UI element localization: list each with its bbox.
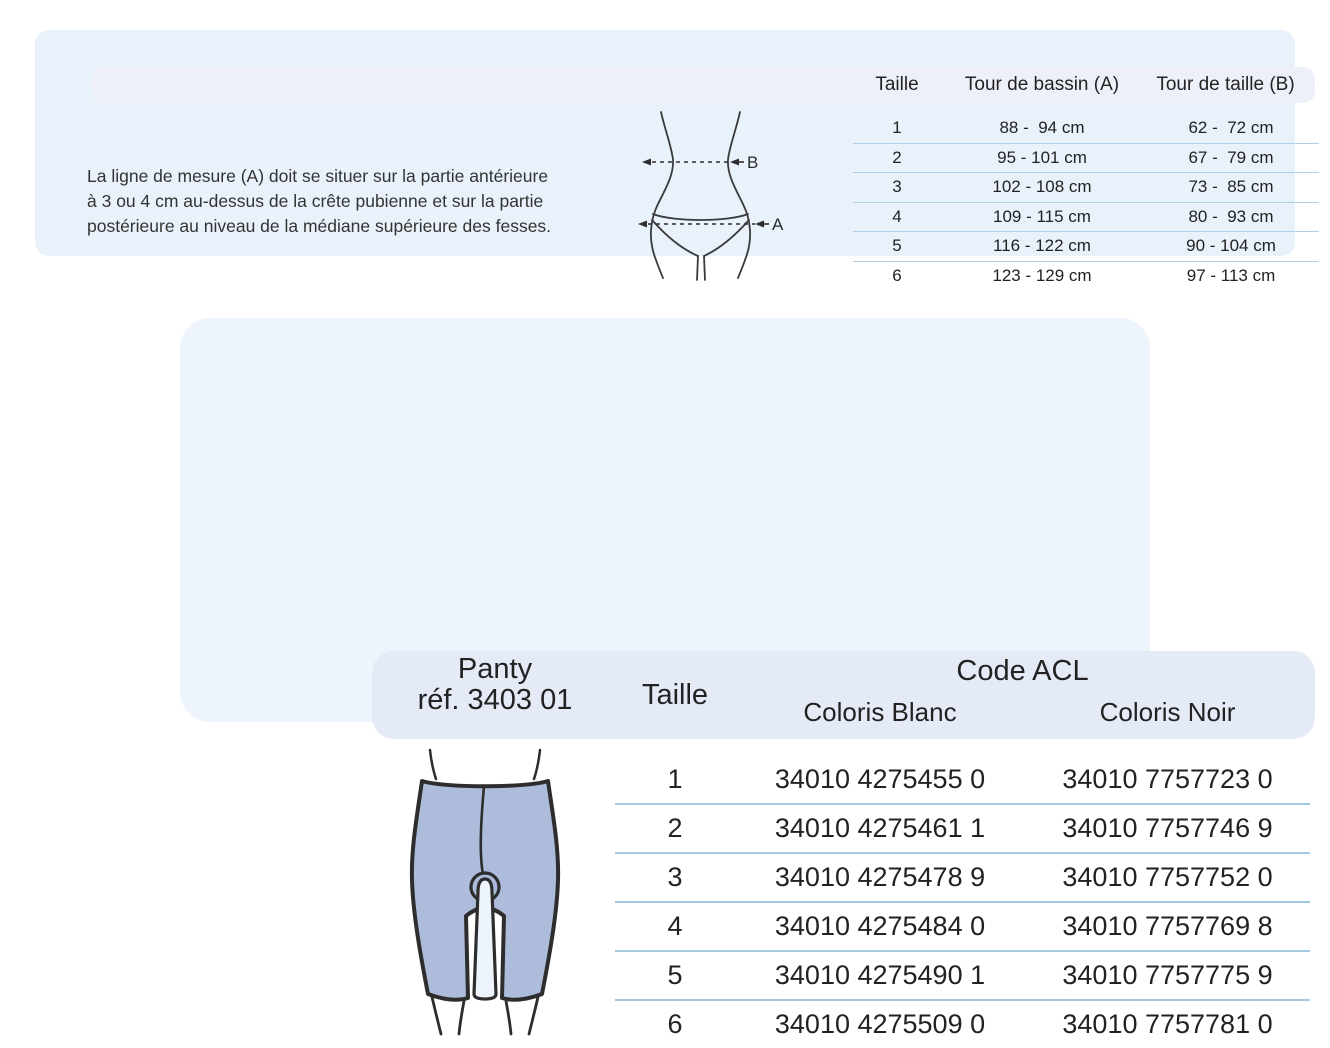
cell-code-blanc: 34010 4275490 1 bbox=[774, 960, 986, 990]
cell-taille-b: 73 - 85 cm bbox=[1188, 177, 1274, 197]
cell-bassin: 123 - 129 cm bbox=[992, 265, 1092, 285]
acl-header-noir: Coloris Noir bbox=[1099, 697, 1236, 727]
cell-taille: 6 bbox=[892, 265, 902, 285]
panty-top-line bbox=[653, 214, 748, 220]
calf-right-inner bbox=[506, 1001, 511, 1034]
calf-right-outer bbox=[529, 997, 538, 1034]
cell-taille: 2 bbox=[892, 147, 902, 167]
cell-taille: 3 bbox=[892, 177, 902, 197]
product-panel bbox=[180, 318, 1273, 1039]
acl-table bbox=[615, 756, 1310, 1048]
cell-code-noir: 34010 7757752 0 bbox=[1062, 862, 1273, 892]
cell-taille: 1 bbox=[892, 118, 902, 138]
torso-left-contour bbox=[651, 112, 673, 278]
cell-code-noir: 34010 7757746 9 bbox=[1062, 813, 1273, 843]
cell-bassin: 102 - 108 cm bbox=[992, 177, 1092, 197]
note-line-3: postérieure au niveau de la médiane supérieure des fesses. bbox=[87, 216, 552, 236]
cell-taille-b: 80 - 93 cm bbox=[1188, 206, 1274, 226]
note-line-1: La ligne de mesure (A) doit se situer sur la partie antérieure bbox=[87, 166, 549, 186]
cell-taille: 4 bbox=[667, 911, 683, 941]
acl-table-row bbox=[615, 805, 1310, 854]
size-table-row bbox=[853, 203, 1319, 233]
cell-taille: 1 bbox=[667, 764, 683, 794]
cell-code-noir: 34010 7757781 0 bbox=[1062, 1009, 1273, 1039]
cell-taille: 2 bbox=[667, 813, 683, 843]
acl-table-row bbox=[615, 756, 1310, 805]
measurement-note bbox=[87, 164, 607, 239]
acl-header-code-acl: Code ACL bbox=[956, 655, 1089, 687]
cell-bassin: 109 - 115 cm bbox=[993, 206, 1091, 226]
acl-table-row bbox=[615, 854, 1310, 903]
product-title bbox=[385, 654, 605, 716]
cell-taille: 6 bbox=[667, 1009, 683, 1039]
acl-table-row bbox=[615, 952, 1310, 1001]
body-hint-right bbox=[534, 750, 540, 779]
size-table-row bbox=[853, 144, 1319, 174]
arrow-b-right bbox=[730, 159, 739, 166]
cell-bassin: 95 - 101 cm bbox=[997, 147, 1087, 167]
arrow-a-left bbox=[638, 221, 647, 228]
size-table bbox=[853, 114, 1319, 290]
product-ref: réf. 3403 01 bbox=[417, 684, 573, 716]
cell-code-blanc: 34010 4275478 9 bbox=[774, 862, 986, 892]
cell-code-noir: 34010 7757775 9 bbox=[1062, 960, 1273, 990]
cell-taille-b: 97 - 113 cm bbox=[1186, 265, 1276, 285]
label-a: A bbox=[772, 215, 784, 234]
acl-header-blanc: Coloris Blanc bbox=[803, 697, 957, 727]
size-table-row bbox=[853, 232, 1319, 262]
note-line-2: à 3 ou 4 cm au-dessus de la crête pubienne et sur la partie bbox=[87, 191, 544, 211]
acl-table-row bbox=[615, 903, 1310, 952]
cell-bassin: 88 - 94 cm bbox=[999, 118, 1085, 138]
product-name: Panty bbox=[457, 653, 533, 685]
calf-left-outer bbox=[432, 997, 441, 1034]
cell-code-blanc: 34010 4275455 0 bbox=[774, 764, 986, 794]
torso-right-contour bbox=[728, 112, 750, 278]
size-header-taille-b: Tour de taille (B) bbox=[1156, 74, 1295, 95]
size-table-row bbox=[853, 114, 1319, 144]
body-hint-left bbox=[430, 750, 436, 779]
cell-bassin: 116 - 122 cm bbox=[993, 236, 1091, 256]
cell-code-noir: 34010 7757723 0 bbox=[1062, 764, 1273, 794]
cell-code-blanc: 34010 4275461 1 bbox=[774, 813, 986, 843]
cell-taille: 5 bbox=[892, 236, 902, 256]
cell-taille-b: 62 - 72 cm bbox=[1188, 118, 1274, 138]
label-b: B bbox=[747, 153, 759, 172]
panty-diagram bbox=[402, 748, 607, 1038]
cell-taille-b: 90 - 104 cm bbox=[1186, 236, 1276, 256]
size-header-bassin: Tour de bassin (A) bbox=[964, 74, 1120, 95]
thong-right-line bbox=[704, 220, 749, 280]
cell-taille: 4 bbox=[892, 206, 902, 226]
arrow-b-left bbox=[642, 159, 651, 166]
cell-taille: 5 bbox=[667, 960, 683, 990]
arrow-a-right bbox=[755, 221, 764, 228]
torso-diagram bbox=[628, 110, 788, 282]
size-table-row bbox=[853, 262, 1319, 291]
cell-code-noir: 34010 7757769 8 bbox=[1062, 911, 1273, 941]
acl-table-row bbox=[615, 1001, 1310, 1048]
cell-taille-b: 67 - 79 cm bbox=[1188, 147, 1274, 167]
cell-taille: 3 bbox=[667, 862, 683, 892]
size-header-taille: Taille bbox=[875, 74, 919, 95]
cell-code-blanc: 34010 4275484 0 bbox=[774, 911, 986, 941]
thong-left-line bbox=[652, 220, 698, 280]
measurement-panel bbox=[35, 30, 1295, 285]
size-table-row bbox=[853, 173, 1319, 203]
cell-code-blanc: 34010 4275509 0 bbox=[774, 1009, 986, 1039]
calf-left-inner bbox=[459, 1001, 464, 1034]
leg-gap bbox=[474, 879, 496, 999]
acl-header-taille: Taille bbox=[641, 679, 709, 711]
